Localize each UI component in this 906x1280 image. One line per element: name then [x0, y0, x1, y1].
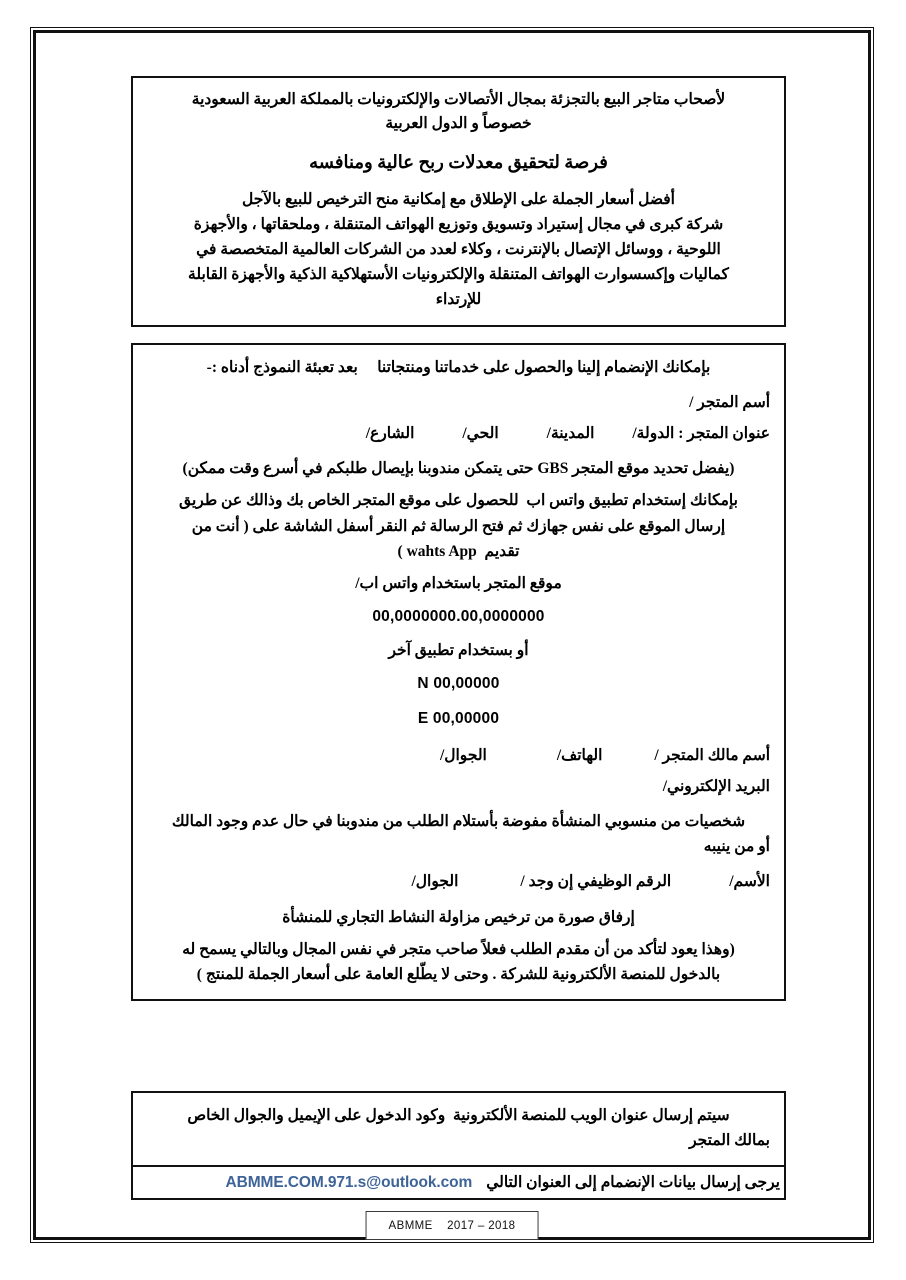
spacer	[147, 380, 770, 387]
store-address-row	[147, 418, 770, 449]
whatsapp-location-label[interactable]: موقع المتجر باستخدام واتس اب/	[355, 574, 562, 592]
email-row	[133, 1167, 784, 1198]
header-para-line-4: كماليات وإكسسوارت الهواتف المتنقلة والإلكترونيات الأستهلاكية الذكية والأجهزة القابلة	[188, 266, 729, 284]
delegate-job-number-label[interactable]: الرقم الوظيفي إن وجد /	[520, 873, 672, 891]
notice-line-2: بمالك المتجر	[689, 1132, 770, 1150]
other-app-label: أو بستخدام تطبيق آخر	[388, 641, 529, 659]
header-title: فرصة لتحقيق معدلات ربح عالية ومنافسه	[309, 152, 608, 173]
spacer	[147, 481, 770, 488]
address-city-label[interactable]: المدينة/	[546, 425, 595, 443]
header-para-line-5: للإرتداء	[435, 291, 482, 309]
page-frame	[33, 30, 871, 1240]
delegate-person-row	[147, 866, 770, 897]
notice-box	[131, 1091, 786, 1167]
spacer	[147, 698, 770, 705]
coordinate-east-value[interactable]: E 00,00000	[417, 709, 500, 727]
owner-mobile-label[interactable]: الجوال/	[439, 746, 487, 764]
address-street-label[interactable]: الشارع/	[365, 425, 415, 443]
notice-box-content	[133, 1093, 784, 1165]
spacer	[147, 631, 770, 638]
coordinate-north-value[interactable]: N 00,00000	[417, 674, 500, 692]
owner-name-label[interactable]: أسم مالك المتجر /	[654, 746, 770, 764]
whatsapp-instructions-line-2: إرسال الموقع على نفس جهازك ثم فتح الرسالة ثم النقر أسفل الشاشة على ( أنت من	[191, 517, 726, 535]
spacer	[147, 663, 770, 670]
spacer	[147, 898, 770, 905]
header-box-content	[133, 78, 784, 325]
owner-phone-label[interactable]: الهاتف/	[556, 746, 603, 764]
store-name-field-label[interactable]: أسم المتجر /	[689, 394, 770, 412]
spacer	[147, 859, 770, 866]
form-box	[131, 343, 786, 1001]
reason-note-line-1: (وهذا يعود لتأكد من أن مقدم الطلب فعلاً صاحب متجر في نفس المجال وبالتالي يسمح له	[182, 940, 735, 958]
gps-note: (يفضل تحديد موقع المتجر GBS حتى يتمكن مندوبنا بإيصال طلبكم في أسرع وقت ممكن)	[182, 460, 735, 478]
address-district-label[interactable]: الحي/	[462, 425, 499, 443]
delegate-note-line-1: شخصيات من منسوبي المنشأة مفوضة بأستلام الطلب من مندوبنا في حال عدم وجود المالك	[171, 813, 746, 831]
form-box-content	[133, 345, 784, 999]
header-para-line-2: شركة كبرى في مجال إستيراد وتسويق وتوزيع الهواتف المتنقلة ، وملحقاتها ، والأجهزة	[193, 216, 724, 234]
header-intro-line-2: خصوصاً و الدول العربية	[385, 115, 532, 133]
store-owner-row	[147, 740, 770, 771]
address-country-label[interactable]: عنوان المتجر : الدولة/	[632, 425, 770, 443]
email-instruction-label: يرجى إرسال بيانات الإنضمام إلى العنوان التالي	[486, 1174, 780, 1191]
header-para-line-3: اللوحية ، ووسائل الإتصال بالإنترنت ، وكلاء لعدد من الشركات العالمية المتخصصة في	[196, 241, 721, 259]
whatsapp-coordinates-value[interactable]: 00,0000000.00,0000000	[372, 607, 545, 625]
whatsapp-instructions-line-3: تقديم wahts App )	[397, 542, 520, 560]
reason-note-line-2: بالدخول للمنصة الألكترونية للشركة . وحتى لا يطّلع العامة على أسعار الجملة للمنتج )	[196, 965, 721, 983]
notice-line-1: سيتم إرسال عنوان الويب للمنصة الألكترونية وكود الدخول على الإيميل والجوال الخاص	[187, 1107, 730, 1124]
header-intro-line-1: لأصحاب متاجر البيع بالتجزئة بمجال الأتصالات والإلكترونيات بالمملكة العربية السعودية	[191, 91, 726, 108]
email-box	[131, 1165, 786, 1200]
spacer	[147, 733, 770, 740]
delegate-mobile-label[interactable]: الجوال/	[411, 873, 459, 891]
attachment-note: إرفاق صورة من ترخيص مزاولة النشاط التجاري للمنشأة	[282, 908, 635, 926]
footer-stamp	[366, 1211, 539, 1240]
footer-stamp-text: ABMME 2017 – 2018	[388, 1220, 516, 1232]
contact-email-link[interactable]: ABMME.COM.971.s@outlook.com	[225, 1174, 473, 1191]
spacer	[147, 564, 770, 571]
owner-email-label[interactable]: البريد الإلكتروني/	[662, 778, 770, 796]
delegate-name-label[interactable]: الأسم/	[729, 873, 770, 891]
spacer	[147, 449, 770, 456]
header-box	[131, 76, 786, 327]
whatsapp-instructions-line-1: بإمكانك إستخدام تطبيق واتس اب للحصول على موقع المتجر الخاص بك وذالك عن طريق	[179, 492, 738, 510]
form-intro: بإمكانك الإنضمام إلينا والحصول على خدماتنا ومنتجاتنا بعد تعبئة النموذج أدناه :-	[206, 359, 711, 376]
page-content	[36, 33, 868, 1237]
spacer	[147, 802, 770, 809]
delegate-note-line-2: أو من ينيبه	[703, 838, 770, 856]
spacer	[147, 596, 770, 603]
header-para-line-1: أفضل أسعار الجملة على الإطلاق مع إمكانية منح الترخيص للبيع بالآجل	[241, 191, 675, 209]
spacer	[147, 930, 770, 937]
